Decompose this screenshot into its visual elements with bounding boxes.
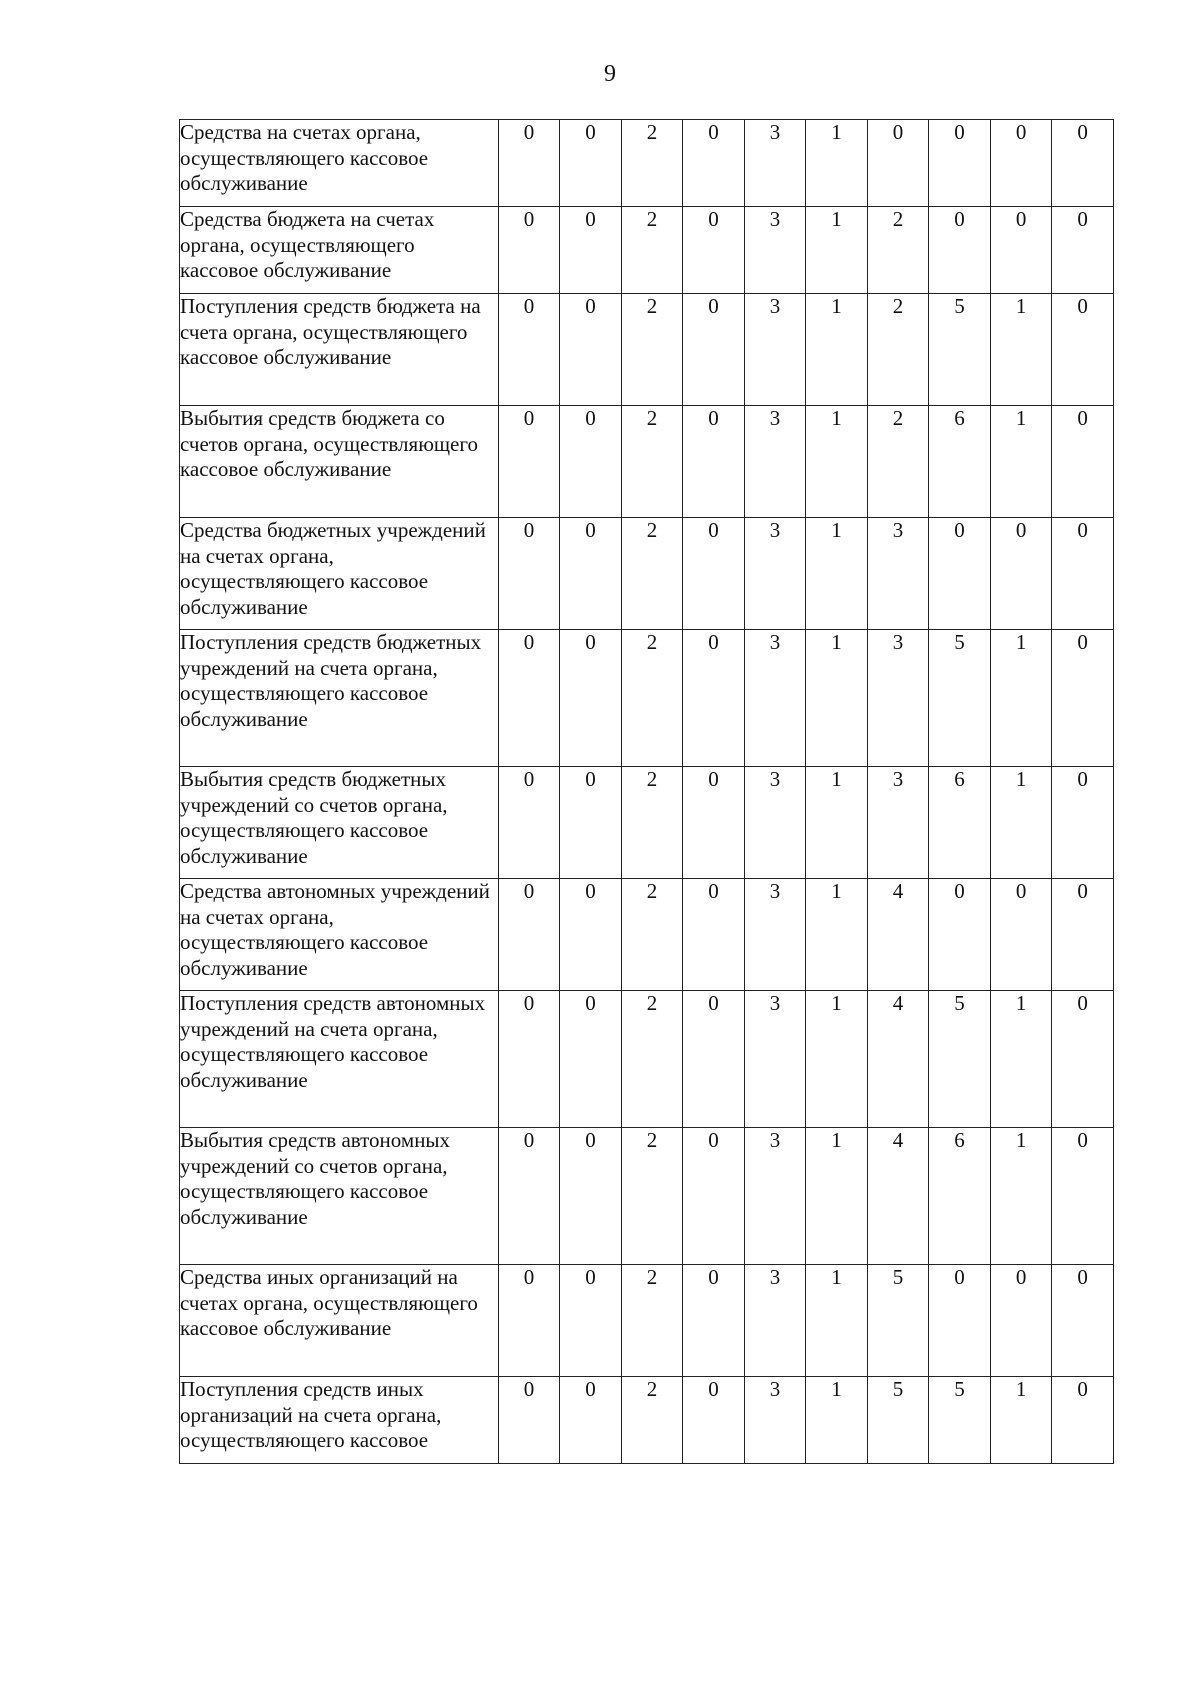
row-name-cell: Средства иных организаций на счетах органа, осуществляющего кассовое обслуживание [180,1265,499,1377]
code-digit-cell: 2 [621,879,683,991]
code-digit-cell: 3 [744,630,806,767]
code-digit-cell: 2 [621,767,683,879]
code-digit-cell: 1 [806,518,868,630]
table-row [180,767,1114,879]
code-digit-cell: 3 [744,294,806,406]
code-digit-cell: 0 [560,294,622,406]
row-name-cell: Выбытия средств бюджетных учреждений со счетов органа, осуществляющего кассовое обслуживание [180,767,499,879]
row-name-cell: Средства бюджетных учреждений на счетах органа, осуществляющего кассовое обслуживание [180,518,499,630]
code-digit-cell: 2 [621,630,683,767]
code-digit-cell: 0 [560,120,622,207]
table-row [180,207,1114,294]
table-row [180,879,1114,991]
code-digit-cell: 6 [929,406,991,518]
code-digit-cell: 3 [867,767,929,879]
code-digit-cell: 0 [498,630,560,767]
code-digit-cell: 0 [1052,294,1114,406]
code-digit-cell: 2 [867,406,929,518]
code-digit-cell: 4 [867,1128,929,1265]
code-digit-cell: 2 [867,207,929,294]
code-digit-cell: 1 [990,294,1052,406]
code-digit-cell: 0 [929,879,991,991]
code-digit-cell: 0 [498,294,560,406]
code-digit-cell: 6 [929,1128,991,1265]
table-row [180,1265,1114,1377]
row-name-cell: Выбытия средств бюджета со счетов органа, осуществляющего кассовое обслуживание [180,406,499,518]
code-digit-cell: 0 [498,991,560,1128]
code-digit-cell: 1 [806,991,868,1128]
code-digit-cell: 0 [683,630,745,767]
code-digit-cell: 2 [621,1265,683,1377]
code-digit-cell: 0 [1052,1128,1114,1265]
code-digit-cell: 1 [990,630,1052,767]
table-row [180,294,1114,406]
code-digit-cell: 0 [560,207,622,294]
code-digit-cell: 0 [990,518,1052,630]
table-row [180,518,1114,630]
code-digit-cell: 3 [744,767,806,879]
code-digit-cell: 0 [990,120,1052,207]
code-digit-cell: 1 [990,991,1052,1128]
code-digit-cell: 2 [621,1128,683,1265]
code-digit-cell: 0 [498,120,560,207]
code-digit-cell: 3 [744,207,806,294]
code-digit-cell: 2 [621,207,683,294]
code-digit-cell: 0 [498,518,560,630]
code-digit-cell: 0 [929,207,991,294]
code-digit-cell: 3 [867,518,929,630]
code-digit-cell: 0 [560,1128,622,1265]
code-digit-cell: 0 [560,991,622,1128]
table-row [180,991,1114,1128]
code-digit-cell: 0 [1052,207,1114,294]
code-digit-cell: 2 [621,294,683,406]
code-digit-cell: 0 [1052,120,1114,207]
code-digit-cell: 0 [498,879,560,991]
code-digit-cell: 0 [560,406,622,518]
code-digit-cell: 6 [929,767,991,879]
code-digit-cell: 0 [1052,991,1114,1128]
code-digit-cell: 0 [1052,406,1114,518]
code-digit-cell: 1 [806,406,868,518]
code-digit-cell: 1 [806,1265,868,1377]
code-digit-cell: 5 [929,294,991,406]
code-digit-cell: 0 [1052,1265,1114,1377]
code-digit-cell: 0 [683,406,745,518]
code-digit-cell: 0 [560,518,622,630]
row-name-cell: Средства бюджета на счетах органа, осуществляющего кассовое обслуживание [180,207,499,294]
code-digit-cell: 0 [560,630,622,767]
code-digit-cell: 0 [683,518,745,630]
code-digit-cell: 0 [498,406,560,518]
code-digit-cell: 0 [683,1377,745,1464]
code-digit-cell: 4 [867,991,929,1128]
code-digit-cell: 0 [1052,518,1114,630]
table-row [180,406,1114,518]
row-name-cell: Поступления средств автономных учреждений на счета органа, осуществляющего кассовое обслуживание [180,991,499,1128]
code-digit-cell: 5 [867,1265,929,1377]
code-digit-cell: 0 [498,767,560,879]
code-digit-cell: 3 [744,518,806,630]
code-digit-cell: 4 [867,879,929,991]
code-digit-cell: 1 [990,1128,1052,1265]
code-digit-cell: 0 [683,1128,745,1265]
row-name-cell: Выбытия средств автономных учреждений со счетов органа, осуществляющего кассовое обслуживание [180,1128,499,1265]
code-digit-cell: 0 [560,767,622,879]
code-digit-cell: 1 [806,630,868,767]
code-digit-cell: 1 [806,120,868,207]
row-name-cell: Поступления средств иных организаций на счета органа, осуществляющего кассовое [180,1377,499,1464]
row-name-cell: Средства на счетах органа, осуществляющего кассовое обслуживание [180,120,499,207]
code-digit-cell: 1 [806,1377,868,1464]
code-digit-cell: 0 [560,1265,622,1377]
table-row [180,1128,1114,1265]
code-digit-cell: 0 [683,294,745,406]
code-digit-cell: 2 [621,518,683,630]
code-digit-cell: 1 [990,406,1052,518]
code-digit-cell: 0 [683,207,745,294]
code-digit-cell: 0 [498,1377,560,1464]
code-digit-cell: 1 [806,207,868,294]
code-digit-cell: 1 [806,294,868,406]
code-digit-cell: 0 [560,879,622,991]
code-digit-cell: 1 [990,767,1052,879]
code-digit-cell: 5 [929,1377,991,1464]
table-row [180,1377,1114,1464]
table-row [180,120,1114,207]
code-digit-cell: 0 [498,207,560,294]
code-digit-cell: 1 [806,1128,868,1265]
code-digit-cell: 0 [683,1265,745,1377]
code-digit-cell: 0 [498,1128,560,1265]
code-digit-cell: 2 [621,120,683,207]
code-digit-cell: 0 [929,120,991,207]
code-digit-cell: 0 [1052,630,1114,767]
code-digit-cell: 0 [683,991,745,1128]
code-digit-cell: 5 [929,991,991,1128]
code-digit-cell: 0 [683,767,745,879]
row-name-cell: Средства автономных учреждений на счетах органа, осуществляющего кассовое обслуживание [180,879,499,991]
code-digit-cell: 2 [867,294,929,406]
code-digit-cell: 0 [683,879,745,991]
code-digit-cell: 3 [744,1128,806,1265]
code-digit-cell: 2 [621,406,683,518]
code-digit-cell: 0 [1052,1377,1114,1464]
code-digit-cell: 0 [683,120,745,207]
code-digit-cell: 1 [806,767,868,879]
code-digit-cell: 1 [990,1377,1052,1464]
code-digit-cell: 0 [990,879,1052,991]
account-codes-table [179,119,1114,1464]
code-digit-cell: 0 [1052,879,1114,991]
table-row [180,630,1114,767]
code-digit-cell: 0 [867,120,929,207]
table-body [180,120,1114,1464]
code-digit-cell: 0 [990,207,1052,294]
code-digit-cell: 0 [560,1377,622,1464]
code-digit-cell: 0 [990,1265,1052,1377]
code-digit-cell: 3 [744,1265,806,1377]
code-digit-cell: 3 [744,120,806,207]
page-number: 9 [604,61,616,87]
code-digit-cell: 3 [744,991,806,1128]
code-digit-cell: 0 [929,1265,991,1377]
row-name-cell: Поступления средств бюджета на счета органа, осуществляющего кассовое обслуживание [180,294,499,406]
code-digit-cell: 2 [621,1377,683,1464]
code-digit-cell: 5 [929,630,991,767]
code-digit-cell: 3 [744,1377,806,1464]
code-digit-cell: 2 [621,991,683,1128]
code-digit-cell: 3 [744,879,806,991]
code-digit-cell: 0 [929,518,991,630]
code-digit-cell: 5 [867,1377,929,1464]
code-digit-cell: 0 [1052,767,1114,879]
code-digit-cell: 0 [498,1265,560,1377]
row-name-cell: Поступления средств бюджетных учреждений на счета органа, осуществляющего кассовое обслуживание [180,630,499,767]
code-digit-cell: 3 [744,406,806,518]
code-digit-cell: 1 [806,879,868,991]
code-digit-cell: 3 [867,630,929,767]
